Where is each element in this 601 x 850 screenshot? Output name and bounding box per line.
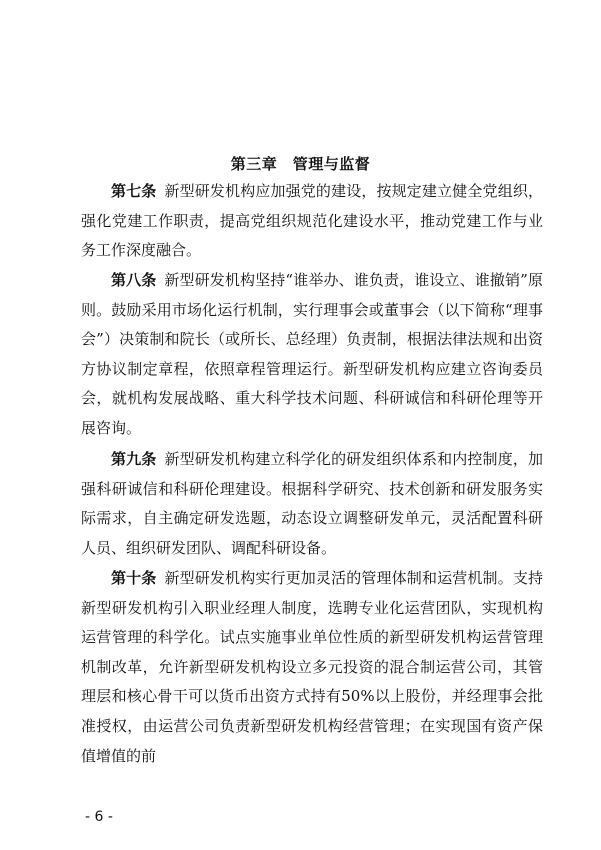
article-9-text: 新型研发机构建立科学化的研发组织体系和内控制度，加强科研诚信和科研伦理建设。根据科学研究、技术创新和研发服务实际需求，自主确定研发选题，动态设立调整研发单元，灵活配置科研人员、组织研发团队、调配科研设备。 [81, 450, 543, 557]
article-10-text: 新型研发机构实行更加灵活的管理体制和运营机制。支持新型研发机构引入职业经理人制度，选聘专业化运营团队，实现机构运营管理的科学化。试点实施事业单位性质的新型研发机构运营管理机制改革，允许新型研发机构设立多元投资的混合制运营公司，其管理层和核心骨干可以货币出资方式持有50%以上股份，并经理事会批准授权，由运营公司负责新型研发机构经营管理；在实现国有资产保值增值的前 [81, 569, 543, 765]
chapter-title: 第三章 管理与监督 [230, 155, 371, 173]
article-9-number: 第九条 [111, 450, 157, 468]
article-7 [81, 177, 543, 266]
article-7-number: 第七条 [111, 182, 157, 200]
article-10-number: 第十条 [111, 569, 157, 587]
article-10 [81, 564, 543, 771]
article-8 [81, 266, 543, 444]
article-9 [81, 445, 543, 563]
page-number: - 6 - [85, 809, 113, 825]
article-7-text: 新型研发机构应加强党的建设，按规定建立健全党组织，强化党建工作职责，提高党组织规范化建设水平，推动党建工作与业务工作深度融合。 [81, 182, 543, 260]
article-8-number: 第八条 [111, 271, 157, 289]
article-8-text: 新型研发机构坚持“谁举办、谁负责，谁设立、谁撤销”原则。鼓励采用市场化运行机制，实行理事会或董事会（以下简称“理事会”）决策制和院长（或所长、总经理）负责制，根据法律法规和出资方协议制定章程，依照章程管理运行。新型研发机构应建立咨询委员会，就机构发展战略、重大科学技术问题、科研诚信和科研伦理等开展咨询。 [81, 271, 543, 437]
